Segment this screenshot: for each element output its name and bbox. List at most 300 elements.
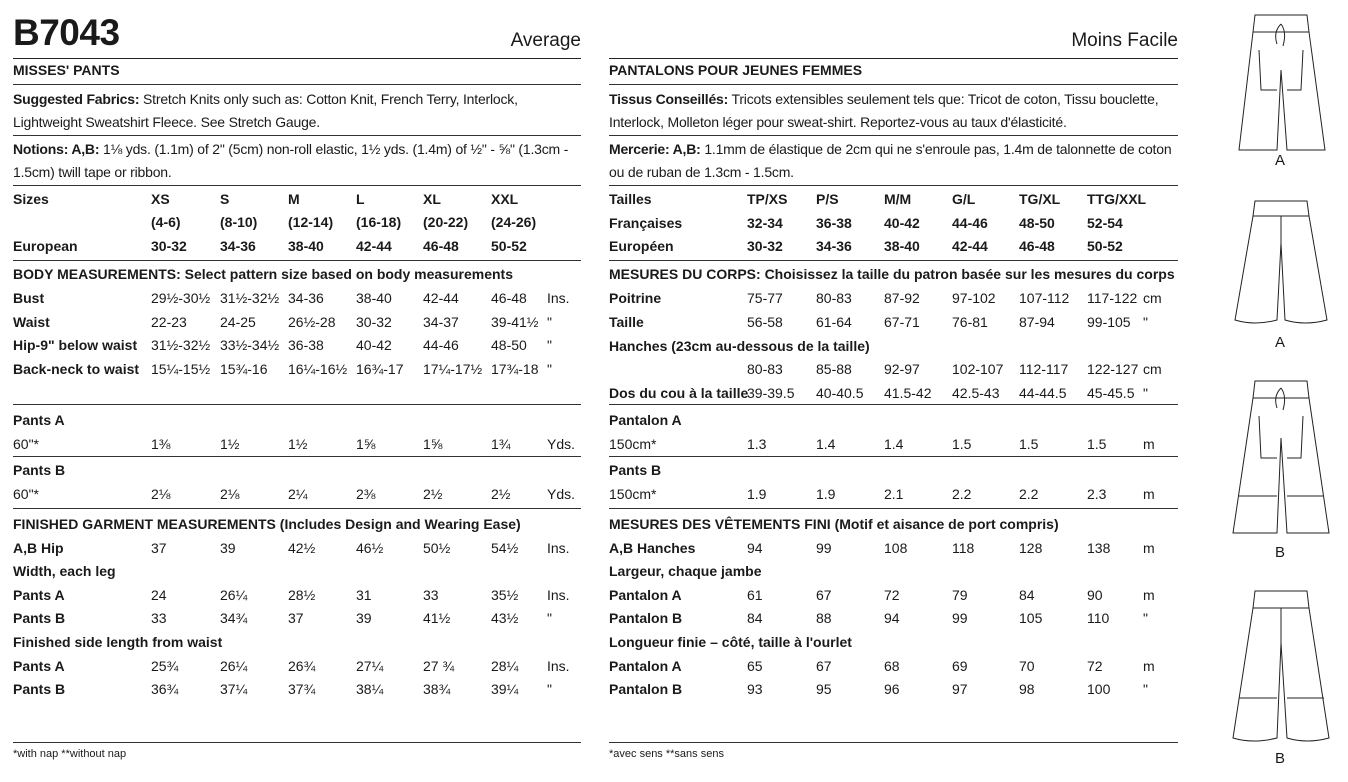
cell-value: 30-32 — [151, 238, 187, 254]
cell-value: 1⅝ — [423, 436, 443, 452]
table-row — [13, 358, 581, 381]
cell-value: 26¾ — [288, 658, 316, 674]
cell-value: M — [288, 191, 300, 207]
cell-value: 26¼ — [220, 587, 248, 603]
cell-value: 118 — [952, 540, 975, 556]
section-title: Pants B — [609, 462, 662, 478]
cell-value: TG/XL — [1019, 191, 1061, 207]
section-title: Largeur, chaque jambe — [609, 563, 762, 579]
section-title — [609, 409, 1178, 432]
cell-value: 37 — [151, 540, 167, 556]
cell-value: XL — [423, 191, 441, 207]
row-label: 150cm* — [609, 436, 657, 452]
cell-value: 99 — [816, 540, 832, 556]
cell-value: 69 — [952, 658, 968, 674]
table-row — [13, 433, 581, 456]
table-row — [609, 287, 1178, 310]
row-unit: " — [547, 610, 552, 626]
cell-value: 2.2 — [1019, 486, 1039, 502]
figure-label: A — [1274, 334, 1285, 351]
table-row — [13, 537, 581, 560]
cell-value: 46-48 — [491, 290, 527, 306]
row-unit: m — [1143, 658, 1155, 674]
cell-value: 44-46 — [952, 215, 988, 231]
cell-value: (8-10) — [220, 214, 258, 230]
cell-value: 1.4 — [884, 436, 904, 452]
row-label: Sizes — [13, 191, 49, 207]
cell-value: 90 — [1087, 587, 1103, 603]
cell-value: 26½-28 — [288, 314, 336, 330]
pants-a-back-illustration — [1225, 198, 1335, 338]
cell-value: 108 — [884, 540, 908, 556]
table-row — [609, 235, 1178, 258]
cell-value: 39 — [220, 540, 236, 556]
cell-value: 100 — [1087, 681, 1111, 697]
section-title: MESURES DES VÊTEMENTS FINI (Motif et aisance de port compris) — [609, 516, 1059, 532]
footnote: *avec sens **sans sens — [609, 748, 724, 760]
cell-value: 42-44 — [423, 290, 459, 306]
section-title: BODY MEASUREMENTS: Select pattern size based on body measurements — [13, 266, 513, 282]
table-row — [609, 483, 1178, 506]
table-row — [13, 678, 581, 701]
table-row — [609, 188, 1178, 211]
cell-value: 117-122 — [1087, 290, 1138, 306]
cell-value: 1.5 — [1019, 436, 1039, 452]
row-label: Waist — [13, 314, 50, 330]
cell-value: 107-112 — [1019, 290, 1070, 306]
row-unit: Ins. — [547, 587, 570, 603]
cell-value: P/S — [816, 191, 839, 207]
cell-value: 2.3 — [1087, 486, 1107, 502]
cell-value: 1⅝ — [356, 436, 376, 452]
cell-value: 40-40.5 — [816, 385, 864, 401]
cell-value: 99 — [952, 610, 968, 626]
cell-value: 84 — [747, 610, 763, 626]
section-title: MESURES DU CORPS: Choisissez la taille du patron basée sur les mesures du corps — [609, 266, 1175, 282]
pants-b-illustration — [1225, 378, 1335, 543]
cell-value: 17¾-18 — [491, 361, 539, 377]
cell-value: 52-54 — [1087, 215, 1123, 231]
row-label: Tailles — [609, 191, 652, 207]
cell-value: 70 — [1019, 658, 1035, 674]
cell-value: 42-44 — [952, 238, 988, 254]
section-title — [609, 560, 1178, 583]
cell-value: 75-77 — [747, 290, 783, 306]
row-unit: Yds. — [547, 486, 576, 502]
cell-value: 128 — [1019, 540, 1043, 556]
cell-value: 1.5 — [1087, 436, 1107, 452]
section-title: Pants B — [13, 462, 66, 478]
cell-value: 39 — [356, 610, 372, 626]
cell-value: 72 — [884, 587, 900, 603]
row-label: Back-neck to waist — [13, 361, 140, 377]
section-title — [13, 263, 581, 286]
row-label: Dos du cou à la taille — [609, 385, 749, 401]
cell-value: 38¾ — [423, 681, 451, 697]
cell-value: 34-36 — [220, 238, 256, 254]
difficulty: Average — [510, 30, 581, 51]
cell-value: XXL — [491, 191, 519, 207]
cell-value: 33 — [151, 610, 167, 626]
cell-value: 39¼ — [491, 681, 519, 697]
table-row — [13, 655, 581, 678]
cell-value: 40-42 — [884, 215, 920, 231]
cell-value: 68 — [884, 658, 900, 674]
cell-value: XS — [151, 191, 170, 207]
cell-value: 96 — [884, 681, 900, 697]
cell-value: S — [220, 191, 230, 207]
section-title: FINISHED GARMENT MEASUREMENTS (Includes Design and Wearing Ease) — [13, 516, 521, 532]
cell-value: 31 — [356, 587, 372, 603]
section-title — [609, 459, 1178, 482]
header — [13, 0, 581, 59]
cell-value: 61 — [747, 587, 763, 603]
cell-value: 34-36 — [816, 238, 852, 254]
cell-value: 44-46 — [423, 337, 459, 353]
cell-value: M/M — [884, 191, 912, 207]
table-row — [609, 433, 1178, 456]
difficulty: Moins Facile — [1071, 30, 1178, 51]
cell-value: 84 — [1019, 587, 1035, 603]
cell-value: (24-26) — [491, 214, 537, 230]
row-label: A,B Hanches — [609, 540, 696, 556]
cell-value: 102-107 — [952, 361, 1004, 377]
row-unit: Ins. — [547, 658, 570, 674]
row-unit: " — [1143, 314, 1148, 330]
cell-value: 16¾-17 — [356, 361, 404, 377]
cell-value: TTG/XXL — [1087, 191, 1147, 207]
cell-value: 1⅜ — [151, 436, 171, 452]
divider — [13, 742, 581, 743]
section-title — [13, 513, 581, 536]
row-unit: " — [547, 314, 552, 330]
row-unit: m — [1143, 436, 1155, 452]
cell-value: 24 — [151, 587, 167, 603]
row-label: Pants A — [13, 587, 65, 603]
cell-value: (4-6) — [151, 214, 181, 230]
row-unit: m — [1143, 540, 1155, 556]
row-label: Pantalon A — [609, 587, 682, 603]
cell-value: 2.2 — [952, 486, 972, 502]
cell-value: 1.5 — [952, 436, 972, 452]
cell-value: 2¼ — [288, 486, 308, 502]
row-label: Taille — [609, 314, 644, 330]
row-label: Hip-9" below waist — [13, 337, 138, 353]
fabrics: Tissus Conseillés: Tricots extensibles seulement tels que: Tricot de coton, Tissu bouclette, Interlock, Molleton léger pour sweat-shirt. Reportez-vous au taux d'élasticité. — [609, 91, 1159, 130]
cell-value: 97 — [952, 681, 968, 697]
cell-value: 95 — [816, 681, 832, 697]
row-unit: " — [547, 361, 552, 377]
cell-value: 105 — [1019, 610, 1043, 626]
cell-value: 54½ — [491, 540, 519, 556]
cell-value: 42.5-43 — [952, 385, 1000, 401]
cell-value: 65 — [747, 658, 763, 674]
row-label: 150cm* — [609, 486, 657, 502]
cell-value: 46-48 — [1019, 238, 1055, 254]
row-label: 60"* — [13, 486, 39, 502]
table-row — [13, 311, 581, 334]
cell-value: 67 — [816, 658, 832, 674]
cell-value: 36¾ — [151, 681, 179, 697]
section-title — [13, 560, 581, 583]
section-title — [609, 335, 1178, 358]
section-title — [13, 631, 581, 654]
divider — [13, 260, 581, 261]
cell-value: 80-83 — [747, 361, 783, 377]
pants-b-back-illustration — [1225, 588, 1335, 753]
cell-value: 25¾ — [151, 658, 179, 674]
cell-value: 38¼ — [356, 681, 384, 697]
cell-value: 38-40 — [356, 290, 392, 306]
section-title — [609, 263, 1178, 286]
cell-value: 138 — [1087, 540, 1111, 556]
section-title — [609, 631, 1178, 654]
cell-value: 29½-30½ — [151, 290, 211, 306]
section-title: MISSES' PANTS — [13, 62, 120, 78]
table-row — [13, 235, 581, 258]
row-unit: " — [1143, 385, 1148, 401]
cell-value: 39-39.5 — [747, 385, 795, 401]
row-label: Pants B — [13, 681, 66, 697]
cell-value: 26¼ — [220, 658, 248, 674]
cell-value: 36-38 — [288, 337, 324, 353]
row-label: European — [13, 238, 78, 254]
cell-value: 40-42 — [356, 337, 392, 353]
cell-value: 61-64 — [816, 314, 852, 330]
cell-value: 44-44.5 — [1019, 385, 1067, 401]
row-unit: m — [1143, 486, 1155, 502]
cell-value: 93 — [747, 681, 763, 697]
table-row — [13, 483, 581, 506]
figure-label: A — [1274, 152, 1285, 169]
french-column — [609, 0, 1178, 760]
cell-value: 30-32 — [356, 314, 392, 330]
cell-value: 41.5-42 — [884, 385, 932, 401]
cell-value: 76-81 — [952, 314, 988, 330]
row-unit: cm — [1143, 361, 1162, 377]
row-label: 60"* — [13, 436, 39, 452]
cell-value: 34-36 — [288, 290, 324, 306]
cell-value: 48-50 — [1019, 215, 1055, 231]
table-row — [609, 382, 1178, 405]
cell-value: 1¾ — [491, 436, 511, 452]
cell-value: L — [356, 191, 365, 207]
section-title: Hanches (23cm au-dessous de la taille) — [609, 338, 870, 354]
cell-value: 48-50 — [491, 337, 527, 353]
table-row — [13, 607, 581, 630]
row-label: Pants B — [13, 610, 66, 626]
section-title: Pantalon A — [609, 412, 682, 428]
divider — [13, 508, 581, 509]
divider — [609, 260, 1178, 261]
cell-value: 22-23 — [151, 314, 187, 330]
cell-value: 41½ — [423, 610, 451, 626]
cell-value: 27¼ — [356, 658, 384, 674]
cell-value: 46½ — [356, 540, 384, 556]
row-label: Pants A — [13, 658, 65, 674]
row-label: Pantalon A — [609, 658, 682, 674]
cell-value: 110 — [1087, 610, 1110, 626]
cell-value: 33½-34½ — [220, 337, 280, 353]
pants-a-illustration — [1225, 10, 1335, 160]
cell-value: 28¼ — [491, 658, 519, 674]
notions: Mercerie: A,B: 1.1mm de élastique de 2cm qui ne s'enroule pas, 1.4m de talonnette de coton ou de ruban de 1.3cm - 1.5cm. — [609, 141, 1172, 180]
cell-value: 112-117 — [1019, 361, 1069, 377]
cell-value: G/L — [952, 191, 976, 207]
section-title: Pants A — [13, 412, 65, 428]
cell-value: 39-41½ — [491, 314, 539, 330]
table-row — [609, 678, 1178, 701]
section-title — [13, 459, 581, 482]
cell-value: 2.1 — [884, 486, 904, 502]
cell-value: (20-22) — [423, 214, 469, 230]
cell-value: 38-40 — [288, 238, 324, 254]
table-row — [609, 212, 1178, 235]
cell-value: 67-71 — [884, 314, 920, 330]
footnote: *with nap **without nap — [13, 748, 127, 760]
cell-value: 99-105 — [1087, 314, 1131, 330]
cell-value: 16¼-16½ — [288, 361, 348, 377]
cell-value: 46-48 — [423, 238, 459, 254]
row-label: Poitrine — [609, 290, 662, 306]
cell-value: 34¾ — [220, 610, 248, 626]
table-row — [13, 584, 581, 607]
divider — [609, 456, 1178, 457]
cell-value: 122-127 — [1087, 361, 1139, 377]
cell-value: 34-37 — [423, 314, 459, 330]
row-unit: " — [547, 337, 552, 353]
cell-value: 1.4 — [816, 436, 836, 452]
cell-value: 31½-32½ — [220, 290, 280, 306]
cell-value: 38-40 — [884, 238, 920, 254]
cell-value: 28½ — [288, 587, 316, 603]
section-title — [609, 513, 1178, 536]
table-row — [609, 358, 1178, 381]
cell-value: 24-25 — [220, 314, 256, 330]
figure-label: B — [1274, 750, 1285, 767]
english-column — [13, 0, 581, 760]
cell-value: 32-34 — [747, 215, 783, 231]
table-row — [13, 334, 581, 357]
cell-value: TP/XS — [747, 191, 788, 207]
header — [609, 0, 1178, 59]
cell-value: 43½ — [491, 610, 519, 626]
row-unit: Ins. — [547, 540, 570, 556]
cell-value: 15¼-15½ — [151, 361, 211, 377]
cell-value: 27 ¾ — [423, 658, 455, 674]
cell-value: 88 — [816, 610, 832, 626]
cell-value: 79 — [952, 587, 968, 603]
table-row — [13, 188, 581, 211]
cell-value: 36-38 — [816, 215, 852, 231]
cell-value: 1½ — [220, 436, 240, 452]
cell-value: 1.3 — [747, 436, 767, 452]
table-row — [13, 287, 581, 310]
cell-value: 2⅛ — [220, 486, 240, 502]
table-row — [609, 607, 1178, 630]
table-row — [609, 655, 1178, 678]
section-title: Finished side length from waist — [13, 634, 223, 650]
cell-value: 56-58 — [747, 314, 783, 330]
row-unit: cm — [1143, 290, 1162, 306]
cell-value: 50-52 — [1087, 238, 1123, 254]
cell-value: 94 — [747, 540, 763, 556]
section-title — [13, 409, 581, 432]
cell-value: 35½ — [491, 587, 519, 603]
cell-value: 30-32 — [747, 238, 783, 254]
fabrics: Suggested Fabrics: Stretch Knits only such as: Cotton Knit, French Terry, Interlock, Lightweight Sweatshirt Fleece. See Stretch Gauge. — [13, 91, 518, 130]
cell-value: 87-92 — [884, 290, 920, 306]
row-unit: m — [1143, 587, 1155, 603]
cell-value: (12-14) — [288, 214, 334, 230]
divider — [609, 742, 1178, 743]
cell-value: 97-102 — [952, 290, 996, 306]
table-row — [13, 211, 581, 234]
row-unit: " — [1143, 681, 1148, 697]
cell-value: (16-18) — [356, 214, 402, 230]
cell-value: 45-45.5 — [1087, 385, 1135, 401]
section-title: Longueur finie – côté, taille à l'ourlet — [609, 634, 852, 650]
row-label: Françaises — [609, 215, 683, 231]
cell-value: 42½ — [288, 540, 316, 556]
cell-value: 37 — [288, 610, 304, 626]
divider — [13, 456, 581, 457]
cell-value: 37¼ — [220, 681, 248, 697]
divider — [13, 404, 581, 405]
cell-value: 15¾-16 — [220, 361, 268, 377]
row-label: Européen — [609, 238, 674, 254]
cell-value: 2½ — [491, 486, 511, 502]
cell-value: 2½ — [423, 486, 443, 502]
cell-value: 72 — [1087, 658, 1103, 674]
cell-value: 98 — [1019, 681, 1035, 697]
cell-value: 2⅜ — [356, 486, 376, 502]
section-title: PANTALONS POUR JEUNES FEMMES — [609, 62, 863, 78]
cell-value: 17¼-17½ — [423, 361, 483, 377]
row-unit: " — [547, 681, 552, 697]
cell-value: 94 — [884, 610, 900, 626]
cell-value: 1½ — [288, 436, 308, 452]
table-row — [609, 584, 1178, 607]
section-title: Width, each leg — [13, 563, 116, 579]
cell-value: 37¾ — [288, 681, 316, 697]
row-unit: " — [1143, 610, 1148, 626]
pattern-code: B7043 — [13, 12, 120, 53]
row-label: Bust — [13, 290, 45, 306]
divider — [609, 404, 1178, 405]
table-row — [609, 311, 1178, 334]
row-label: Pantalon B — [609, 610, 683, 626]
row-unit: Ins. — [547, 290, 570, 306]
cell-value: 80-83 — [816, 290, 852, 306]
cell-value: 92-97 — [884, 361, 920, 377]
cell-value: 85-88 — [816, 361, 852, 377]
cell-value: 31½-32½ — [151, 337, 211, 353]
table-row — [609, 537, 1178, 560]
cell-value: 87-94 — [1019, 314, 1055, 330]
cell-value: 1.9 — [816, 486, 836, 502]
cell-value: 50-52 — [491, 238, 527, 254]
row-label: A,B Hip — [13, 540, 64, 556]
cell-value: 33 — [423, 587, 439, 603]
cell-value: 1.9 — [747, 486, 767, 502]
row-label: Pantalon B — [609, 681, 683, 697]
cell-value: 2⅛ — [151, 486, 171, 502]
figure-label: B — [1274, 544, 1285, 561]
divider — [609, 508, 1178, 509]
cell-value: 67 — [816, 587, 832, 603]
row-unit: Yds. — [547, 436, 576, 452]
